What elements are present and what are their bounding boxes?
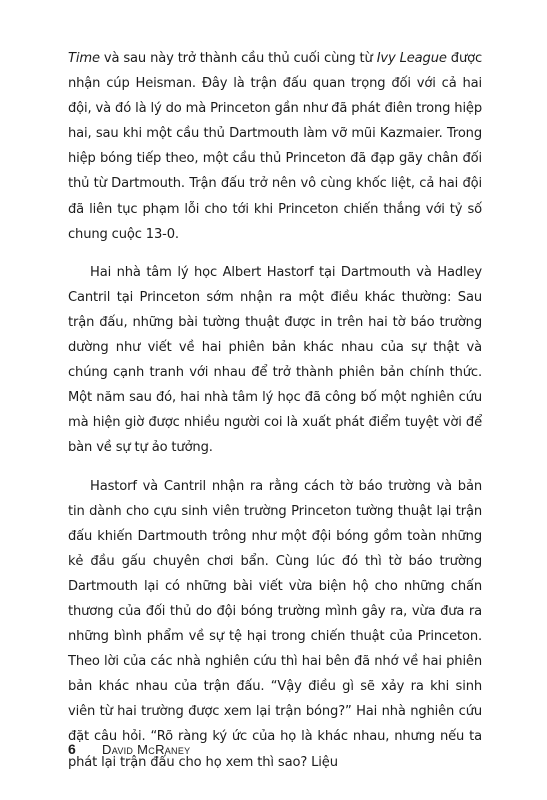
italic-time: Time: [68, 51, 100, 66]
paragraph-1: [68, 46, 482, 247]
italic-ivy-league: Ivy League: [376, 51, 447, 66]
page-number: 6: [68, 741, 76, 757]
paragraph-3: Hastorf và Cantril nhận ra rằng cách tờ báo trường và bản tin dành cho cựu sinh viên trường Princeton tường thuật lại trận đấu khiến Dartmouth trông như một đội bóng gồm toàn những kẻ đầu gấu chuyên chơi bẩn. Cùng lúc đó thì tờ báo trường Dartmouth lại có những bài viết vừa biện hộ cho những chấn thương của đối thủ do đội bóng trường mình gây ra, vừa đưa ra những bình phẩm về sự tệ hại trong chiến thuật của Princeton. Theo lời của các nhà nghiên cứu thì hai bên đã nhớ về hai phiên bản khác nhau của trận đấu. “Vậy điều gì sẽ xảy ra khi sinh viên từ hai trường được xem lại trận bóng?” Hai nhà nghiên cứu đặt câu hỏi. “Rõ ràng ký ức của họ là khác nhau, nhưng nếu ta phát lại trận đấu cho họ xem thì sao? Liệu: [68, 478, 482, 770]
paragraph-2: Hai nhà tâm lý học Albert Hastorf tại Dartmouth và Hadley Cantril tại Princeton sớm nhận ra một điều khác thường: Sau trận đấu, những bài tường thuật được in trên hai tờ báo trường dường như viết về hai phiên bản khác nhau của sự thật và chúng cạnh tranh với nhau để trở thành phiên bản chính thức. Một năm sau đó, hai nhà tâm lý học đã công bố một nghiên cứu mà hiện giờ được nhiều người coi là xuất phát điểm tuyệt vời để bàn về sự tự ảo tưởng.: [68, 264, 482, 456]
running-author: David McRaney: [102, 742, 191, 757]
paragraph-1-part-b: được nhận cúp Heisman. Đây là trận đấu quan trọng đối với cả hai đội, và đó là lý do mà Princeton gần như đã phát điên trong hiệp hai, sau khi một cầu thủ Dartmouth làm vỡ mũi Kazmaier. Trong hiệp bóng tiếp theo, một cầu thủ Princeton đã đạp gãy chân đối thủ từ Dartmouth. Trận đấu trở nên vô cùng khốc liệt, cả hai đội đã liên tục phạm lỗi cho tới khi Princeton chiến thắng với tỷ số chung cuộc 13-0.: [68, 51, 482, 242]
paragraph-1-part-a: và sau này trở thành cầu thủ cuối cùng từ: [99, 51, 377, 66]
body-text: [68, 46, 482, 775]
page-footer: [68, 741, 190, 757]
